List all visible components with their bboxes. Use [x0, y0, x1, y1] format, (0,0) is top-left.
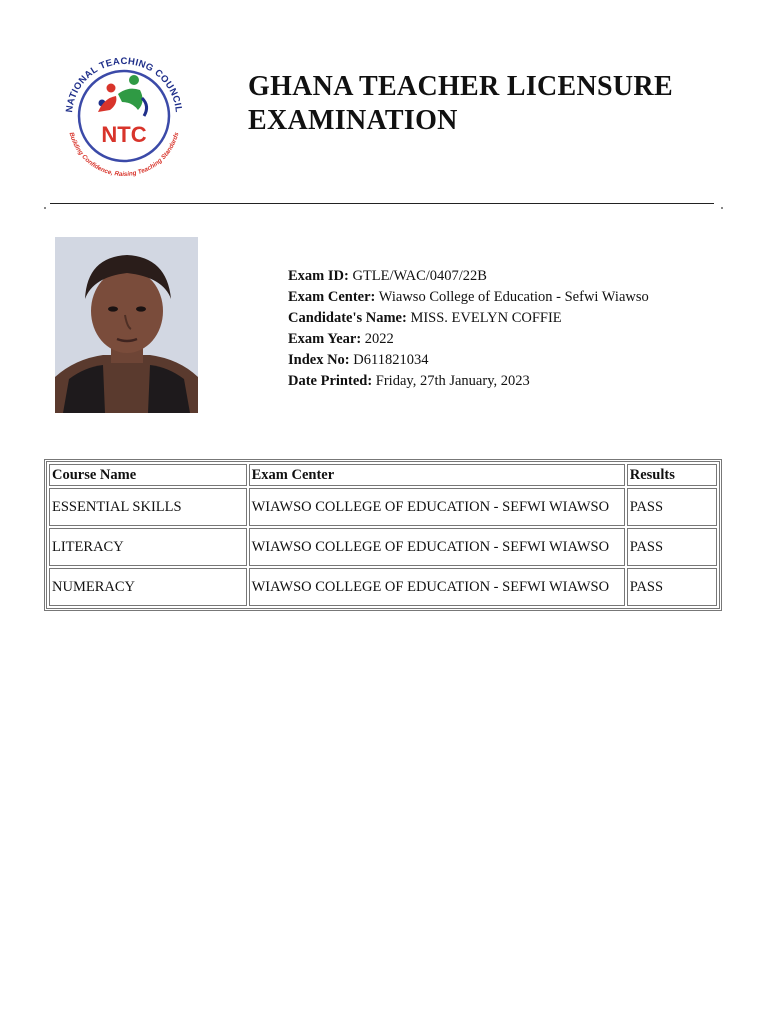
exam-center-label: Exam Center:: [288, 289, 376, 305]
svg-text:NTC: [101, 122, 146, 147]
exam-center-value: Wiawso College of Education - Sefwi Wiawso: [378, 289, 649, 305]
exam-id-value: GTLE/WAC/0407/22B: [352, 268, 487, 284]
svg-text:NATIONAL TEACHING COUNCIL: [64, 56, 184, 113]
course-name-cell: ESSENTIAL SKILLS: [49, 488, 247, 526]
exam-id-row: [288, 266, 649, 287]
index-no-row: [288, 350, 649, 371]
result-cell: PASS: [627, 568, 717, 606]
exam-center-row: [288, 287, 649, 308]
result-cell: PASS: [627, 488, 717, 526]
table-row: [49, 568, 717, 606]
results-table: [44, 459, 722, 611]
candidate-name-label: Candidate's Name:: [288, 310, 407, 326]
date-printed-row: [288, 371, 649, 392]
logo-arc-bottom-text: Building Confidence, Raising Teaching Standards: [67, 131, 181, 179]
candidate-details: [288, 266, 649, 392]
logo-arc-top-text: NATIONAL TEACHING COUNCIL: [64, 55, 184, 114]
course-name-cell: NUMERACY: [49, 568, 247, 606]
exam-year-row: [288, 329, 649, 350]
results-header-row: [49, 464, 717, 486]
exam-center-cell: WIAWSO COLLEGE OF EDUCATION - SEFWI WIAWSO: [249, 568, 625, 606]
page-title: [248, 70, 728, 138]
header-divider: [50, 203, 714, 204]
header-results: Results: [627, 464, 717, 486]
date-printed-label: Date Printed:: [288, 373, 373, 389]
date-printed-value: Friday, 27th January, 2023: [375, 373, 530, 389]
header-exam-center: Exam Center: [249, 464, 625, 486]
course-name-cell: LITERACY: [49, 528, 247, 566]
result-cell: PASS: [627, 528, 717, 566]
header-course-name: Course Name: [49, 464, 247, 486]
candidate-name-value: MISS. EVELYN COFFIE: [410, 310, 562, 326]
exam-center-cell: WIAWSO COLLEGE OF EDUCATION - SEFWI WIAWSO: [249, 488, 625, 526]
divider-dot-right: [721, 207, 723, 209]
title-line-2: EXAMINATION: [248, 105, 458, 136]
exam-id-label: Exam ID:: [288, 268, 349, 284]
logo-initials: NTC: [101, 122, 147, 147]
title-line-1: GHANA TEACHER LICENSURE: [248, 71, 673, 102]
ntc-logo: [58, 50, 190, 182]
candidate-name-row: [288, 308, 649, 329]
index-no-label: Index No:: [288, 352, 350, 368]
exam-year-value: 2022: [364, 331, 394, 347]
index-no-value: D611821034: [353, 352, 429, 368]
divider-dot-left: [44, 207, 46, 209]
exam-center-cell: WIAWSO COLLEGE OF EDUCATION - SEFWI WIAWSO: [249, 528, 625, 566]
exam-year-label: Exam Year:: [288, 331, 362, 347]
candidate-photo: [55, 237, 198, 413]
table-row: [49, 528, 717, 566]
table-row: [49, 488, 717, 526]
